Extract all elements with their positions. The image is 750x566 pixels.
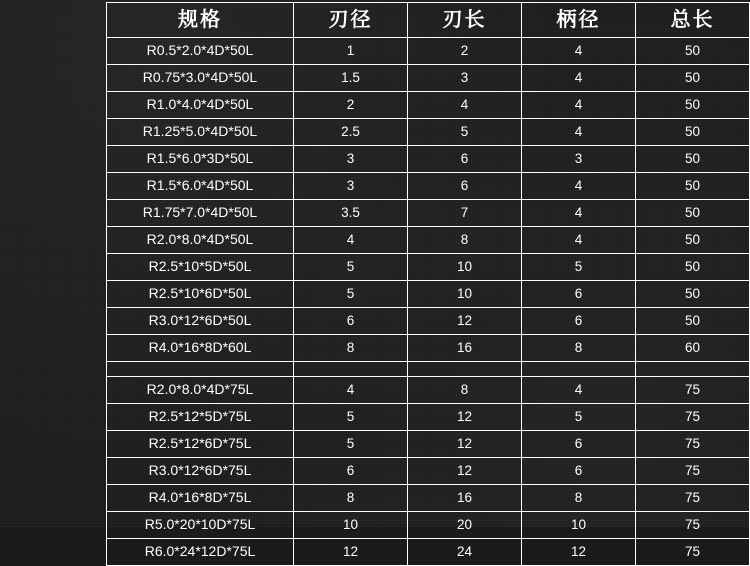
- table-row: [107, 254, 750, 281]
- cell-cutting-length: 2: [408, 38, 522, 65]
- cell-cutting-length: 10: [408, 254, 522, 281]
- cell-shank-diameter: 4: [522, 200, 636, 227]
- column-header-shank-diameter: 柄径: [522, 3, 636, 38]
- cell-spec: R6.0*24*12D*75L: [107, 539, 294, 566]
- cell-cutting-length: 5: [408, 119, 522, 146]
- table-row: [107, 173, 750, 200]
- separator-cell: [294, 362, 408, 377]
- cell-shank-diameter: 8: [522, 335, 636, 362]
- cell-spec: R1.0*4.0*4D*50L: [107, 92, 294, 119]
- cell-overall-length: 50: [636, 65, 750, 92]
- cell-shank-diameter: 4: [522, 377, 636, 404]
- cell-overall-length: 75: [636, 404, 750, 431]
- table-header-row: [107, 3, 750, 38]
- cell-shank-diameter: 4: [522, 227, 636, 254]
- column-header-overall-length: 总长: [636, 3, 750, 38]
- cell-spec: R1.25*5.0*4D*50L: [107, 119, 294, 146]
- cell-spec: R3.0*12*6D*50L: [107, 308, 294, 335]
- cell-overall-length: 75: [636, 539, 750, 566]
- table-row: [107, 377, 750, 404]
- cell-spec: R1.5*6.0*4D*50L: [107, 173, 294, 200]
- table-row: [107, 335, 750, 362]
- cell-shank-diameter: 4: [522, 65, 636, 92]
- cell-cutting-length: 12: [408, 458, 522, 485]
- table-row: [107, 512, 750, 539]
- cell-overall-length: 50: [636, 200, 750, 227]
- cell-spec: R2.5*12*6D*75L: [107, 431, 294, 458]
- table-row: [107, 308, 750, 335]
- cell-cutting-diameter: 5: [294, 431, 408, 458]
- cell-shank-diameter: 4: [522, 173, 636, 200]
- table-row: [107, 92, 750, 119]
- separator-cell: [522, 362, 636, 377]
- cell-cutting-diameter: 1: [294, 38, 408, 65]
- cell-spec: R2.5*10*6D*50L: [107, 281, 294, 308]
- cell-spec: R4.0*16*8D*75L: [107, 485, 294, 512]
- cell-cutting-diameter: 1.5: [294, 65, 408, 92]
- cell-shank-diameter: 12: [522, 539, 636, 566]
- cell-overall-length: 50: [636, 38, 750, 65]
- cell-overall-length: 50: [636, 173, 750, 200]
- table-row: [107, 119, 750, 146]
- cell-cutting-length: 12: [408, 404, 522, 431]
- cell-cutting-length: 24: [408, 539, 522, 566]
- cell-spec: R5.0*20*10D*75L: [107, 512, 294, 539]
- group-separator-row: [107, 362, 750, 377]
- cell-cutting-length: 16: [408, 485, 522, 512]
- cell-cutting-diameter: 4: [294, 377, 408, 404]
- column-header-spec: 规格: [107, 3, 294, 38]
- table-row: [107, 539, 750, 566]
- cell-cutting-diameter: 12: [294, 539, 408, 566]
- cell-overall-length: 75: [636, 512, 750, 539]
- cell-overall-length: 50: [636, 281, 750, 308]
- table-row: [107, 227, 750, 254]
- cell-spec: R1.75*7.0*4D*50L: [107, 200, 294, 227]
- cell-cutting-diameter: 5: [294, 254, 408, 281]
- cell-cutting-length: 6: [408, 173, 522, 200]
- separator-cell: [107, 362, 294, 377]
- cell-spec: R2.5*10*5D*50L: [107, 254, 294, 281]
- cell-cutting-diameter: 3.5: [294, 200, 408, 227]
- cell-shank-diameter: 6: [522, 308, 636, 335]
- separator-cell: [636, 362, 750, 377]
- cell-shank-diameter: 5: [522, 404, 636, 431]
- cell-spec: R3.0*12*6D*75L: [107, 458, 294, 485]
- cell-shank-diameter: 10: [522, 512, 636, 539]
- specification-table: [106, 2, 750, 566]
- cell-overall-length: 50: [636, 119, 750, 146]
- cell-cutting-length: 7: [408, 200, 522, 227]
- cell-cutting-length: 6: [408, 146, 522, 173]
- table-row: [107, 65, 750, 92]
- cell-shank-diameter: 8: [522, 485, 636, 512]
- column-header-cutting-length: 刃长: [408, 3, 522, 38]
- cell-cutting-diameter: 4: [294, 227, 408, 254]
- cell-spec: R1.5*6.0*3D*50L: [107, 146, 294, 173]
- cell-cutting-diameter: 8: [294, 335, 408, 362]
- cell-shank-diameter: 4: [522, 92, 636, 119]
- cell-cutting-diameter: 6: [294, 308, 408, 335]
- cell-cutting-diameter: 3: [294, 173, 408, 200]
- cell-overall-length: 50: [636, 254, 750, 281]
- cell-cutting-length: 12: [408, 308, 522, 335]
- cell-spec: R2.0*8.0*4D*75L: [107, 377, 294, 404]
- cell-cutting-diameter: 5: [294, 404, 408, 431]
- cell-cutting-diameter: 8: [294, 485, 408, 512]
- cell-overall-length: 75: [636, 431, 750, 458]
- cell-shank-diameter: 6: [522, 281, 636, 308]
- cell-overall-length: 50: [636, 146, 750, 173]
- cell-overall-length: 50: [636, 227, 750, 254]
- separator-cell: [408, 362, 522, 377]
- cell-overall-length: 60: [636, 335, 750, 362]
- cell-cutting-diameter: 2.5: [294, 119, 408, 146]
- cell-cutting-diameter: 10: [294, 512, 408, 539]
- cell-spec: R2.0*8.0*4D*50L: [107, 227, 294, 254]
- cell-cutting-diameter: 2: [294, 92, 408, 119]
- cell-cutting-length: 8: [408, 227, 522, 254]
- cell-cutting-length: 3: [408, 65, 522, 92]
- cell-cutting-length: 12: [408, 431, 522, 458]
- table-row: [107, 200, 750, 227]
- table-row: [107, 281, 750, 308]
- table-row: [107, 485, 750, 512]
- cell-shank-diameter: 5: [522, 254, 636, 281]
- cell-overall-length: 75: [636, 377, 750, 404]
- column-header-cutting-diameter: 刃径: [294, 3, 408, 38]
- cell-cutting-length: 4: [408, 92, 522, 119]
- cell-overall-length: 50: [636, 308, 750, 335]
- cell-shank-diameter: 4: [522, 119, 636, 146]
- table-row: [107, 38, 750, 65]
- cell-cutting-length: 8: [408, 377, 522, 404]
- cell-cutting-diameter: 6: [294, 458, 408, 485]
- cell-cutting-diameter: 3: [294, 146, 408, 173]
- table-row: [107, 458, 750, 485]
- cell-shank-diameter: 3: [522, 146, 636, 173]
- cell-overall-length: 75: [636, 458, 750, 485]
- cell-cutting-length: 20: [408, 512, 522, 539]
- cell-shank-diameter: 6: [522, 431, 636, 458]
- cell-shank-diameter: 6: [522, 458, 636, 485]
- cell-cutting-length: 16: [408, 335, 522, 362]
- table-body: [107, 3, 750, 566]
- cell-spec: R2.5*12*5D*75L: [107, 404, 294, 431]
- table-row: [107, 431, 750, 458]
- table-row: [107, 146, 750, 173]
- cell-shank-diameter: 4: [522, 38, 636, 65]
- cell-cutting-length: 10: [408, 281, 522, 308]
- cell-overall-length: 75: [636, 485, 750, 512]
- cell-spec: R4.0*16*8D*60L: [107, 335, 294, 362]
- cell-cutting-diameter: 5: [294, 281, 408, 308]
- cell-overall-length: 50: [636, 92, 750, 119]
- cell-spec: R0.5*2.0*4D*50L: [107, 38, 294, 65]
- table-row: [107, 404, 750, 431]
- cell-spec: R0.75*3.0*4D*50L: [107, 65, 294, 92]
